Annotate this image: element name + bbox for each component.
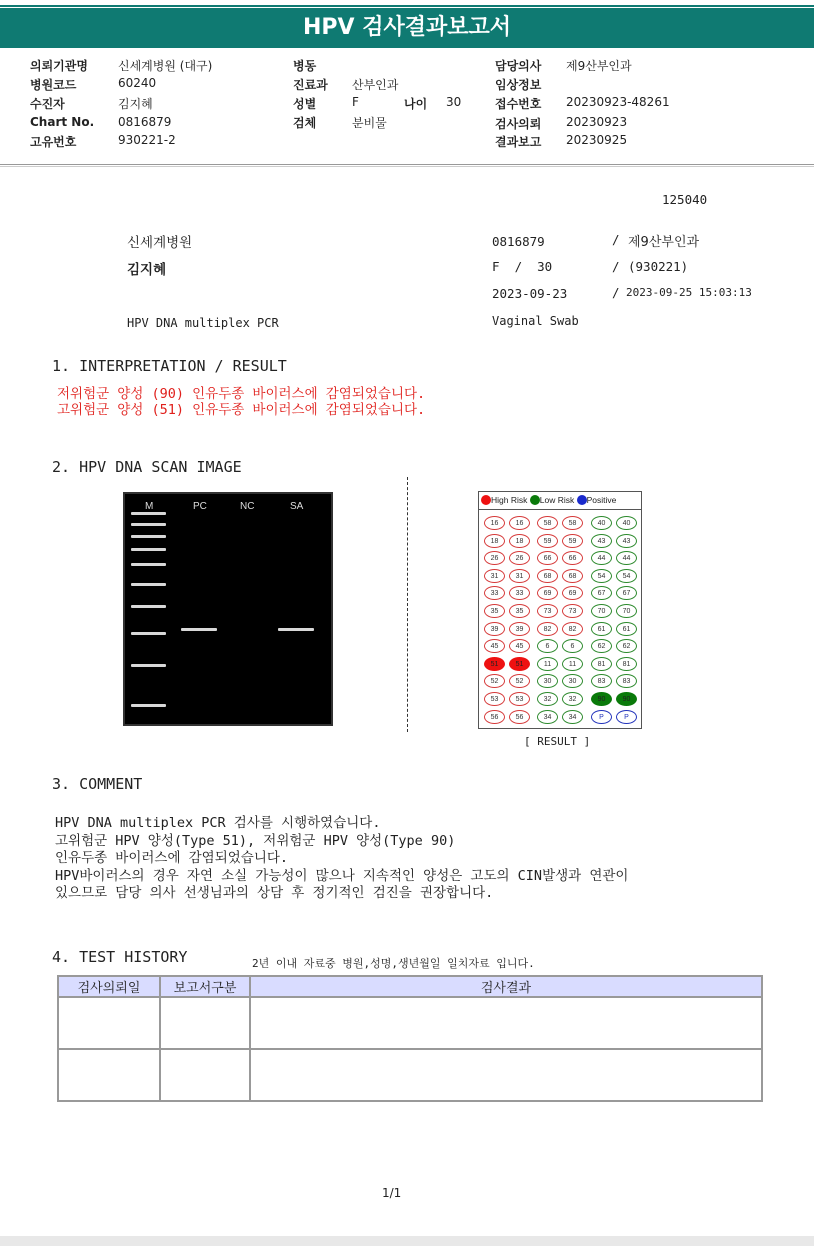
history-note: 2년 이내 자료중 병원,성명,생년월일 일치자료 입니다. [252, 957, 535, 970]
lane-label-m: M [145, 501, 154, 512]
specimen-label: 검체 [293, 116, 317, 130]
clinical-label: 임상정보 [495, 78, 542, 92]
hpv-type-dot: 58 [537, 516, 558, 530]
sex-value: F [352, 95, 359, 109]
dept-value: 산부인과 [352, 78, 399, 92]
hpv-type-dot: 66 [562, 551, 583, 565]
image-divider [407, 477, 408, 732]
hpv-type-dot: 45 [484, 639, 505, 653]
hpv-type-dot: 16 [509, 516, 530, 530]
patient-value: 김지혜 [118, 97, 153, 111]
marker-band [131, 664, 166, 667]
result-line-high-risk: 고위험군 양성 (51) 인유두종 바이러스에 감염되었습니다. [57, 402, 426, 418]
age-value: 30 [446, 95, 462, 109]
marker-band [131, 704, 166, 707]
hpv-type-dot: 56 [509, 710, 530, 724]
low-risk-dot-icon [530, 495, 540, 505]
history-col-result: 검사결과 [250, 976, 762, 997]
hpv-type-dot: 11 [562, 657, 583, 671]
history-col-request-date: 검사의뢰일 [58, 976, 160, 997]
history-table [57, 975, 763, 1102]
marker-band [131, 512, 166, 515]
report-label: 결과보고 [495, 135, 542, 149]
history-col-report-type: 보고서구분 [160, 976, 250, 997]
pc-band [181, 628, 217, 631]
hpv-type-dot: 34 [562, 710, 583, 724]
age-label: 나이 [404, 97, 428, 111]
hpv-type-dot: 32 [562, 692, 583, 706]
lane-label-sa: SA [290, 501, 304, 512]
table-row [58, 1049, 762, 1101]
hpv-type-dot: 59 [537, 534, 558, 548]
comment-line: 인유두종 바이러스에 감염되었습니다. [55, 850, 289, 866]
sa-band [278, 628, 314, 631]
hospital-name: 신세계병원 [127, 235, 193, 251]
chart-no: 0816879 [492, 234, 545, 249]
page-footer-bar [0, 1236, 814, 1246]
page-number: 1/1 [382, 1186, 402, 1200]
id-label: 고유번호 [30, 135, 77, 149]
marker-band [131, 605, 166, 608]
hpv-type-dot: 6 [537, 639, 558, 653]
hpv-type-dot: 61 [591, 622, 612, 636]
hpv-type-dot: 39 [484, 622, 505, 636]
ward-label: 병동 [293, 59, 317, 73]
hpv-type-dot: 56 [484, 710, 505, 724]
hpv-type-dot: 44 [616, 551, 637, 565]
hpv-type-dot: 68 [562, 569, 583, 583]
chip-legend [481, 495, 616, 505]
section-2-title: 2. HPV DNA SCAN IMAGE [52, 458, 242, 476]
legend-pos: Positive [586, 495, 617, 505]
receipt-value: 20230923-48261 [566, 95, 670, 109]
header-divider-2 [0, 166, 814, 167]
hpv-type-dot: 35 [509, 604, 530, 618]
hpv-type-dot: 6 [562, 639, 583, 653]
hpv-type-dot: 90 [591, 692, 612, 706]
id-paren: (930221) [628, 259, 689, 274]
chip-caption: [ RESULT ] [524, 735, 591, 748]
hpv-type-dot: 62 [591, 639, 612, 653]
chart-label: Chart No. [30, 115, 95, 129]
hpv-type-dot: 40 [591, 516, 612, 530]
marker-band [131, 632, 166, 635]
hpv-type-dot: 33 [509, 586, 530, 600]
hpv-type-dot: 40 [616, 516, 637, 530]
top-rule [0, 5, 814, 7]
hpv-type-dot: 54 [591, 569, 612, 583]
slash-3: / [612, 285, 620, 300]
report-datetime: 2023-09-25 15:03:13 [626, 286, 752, 299]
hpv-type-dot: 70 [591, 604, 612, 618]
test-name: HPV DNA multiplex PCR [127, 316, 279, 330]
hpv-type-dot: 82 [537, 622, 558, 636]
hpv-type-dot: 26 [509, 551, 530, 565]
comment-line: HPV DNA multiplex PCR 검사를 시행하였습니다. [55, 815, 381, 831]
comment-line: 있으므로 담당 의사 선생님과의 상담 후 정기적인 검진을 권장합니다. [55, 885, 494, 901]
marker-band [131, 548, 166, 551]
sex-age: F / 30 [492, 259, 553, 274]
doctor-value: 제9산부인과 [566, 59, 632, 73]
hpv-type-dot: 52 [509, 674, 530, 688]
hpv-type-dot: 51 [484, 657, 505, 671]
positive-dot-icon [577, 495, 587, 505]
report-code: 125040 [662, 192, 708, 207]
report-value: 20230925 [566, 133, 628, 147]
hpv-type-dot: 33 [484, 586, 505, 600]
hpv-type-dot: 32 [537, 692, 558, 706]
specimen-type: Vaginal Swab [492, 314, 579, 328]
section-1-title: 1. INTERPRETATION / RESULT [52, 357, 287, 375]
hpv-type-dot: 90 [616, 692, 637, 706]
req-org-value: 신세계병원 (대구) [118, 59, 213, 73]
chart-value: 0816879 [118, 115, 172, 129]
hpv-type-dot: 44 [591, 551, 612, 565]
hpv-type-dot: 82 [562, 622, 583, 636]
report-title: HPV 검사결과보고서 [0, 8, 814, 48]
hpv-type-dot: 69 [537, 586, 558, 600]
legend-high: High Risk [491, 495, 528, 505]
hpv-type-dot: 11 [537, 657, 558, 671]
chip-legend-rule [479, 509, 641, 510]
hpv-type-dot: 35 [484, 604, 505, 618]
slash-2: / [612, 259, 620, 274]
hpv-chip-result [478, 491, 642, 729]
hpv-type-dot: 67 [616, 586, 637, 600]
header-divider [0, 164, 814, 165]
section-4-title: 4. TEST HISTORY [52, 948, 188, 966]
hpv-type-dot: 45 [509, 639, 530, 653]
hpv-type-dot: 30 [562, 674, 583, 688]
hpv-type-dot: 31 [484, 569, 505, 583]
lane-label-pc: PC [193, 501, 207, 512]
hosp-code-value: 60240 [118, 76, 157, 90]
hpv-type-dot: 43 [591, 534, 612, 548]
hpv-type-dot: 59 [562, 534, 583, 548]
collect-date: 2023-09-23 [492, 286, 568, 301]
marker-band [131, 583, 166, 586]
hosp-code-label: 병원코드 [30, 78, 77, 92]
specimen-value: 분비물 [352, 116, 387, 130]
hpv-type-dot: 81 [616, 657, 637, 671]
marker-band [131, 523, 166, 526]
sex-label: 성별 [293, 97, 317, 111]
hpv-type-dot: 16 [484, 516, 505, 530]
history-header-row [58, 976, 762, 997]
patient-name: 김지혜 [127, 262, 167, 278]
marker-band [131, 563, 166, 566]
hpv-type-dot: 73 [537, 604, 558, 618]
hpv-type-dot: 31 [509, 569, 530, 583]
dept-name: 제9산부인과 [628, 235, 700, 250]
marker-band [131, 535, 166, 538]
patient-label: 수진자 [30, 97, 65, 111]
hpv-type-dot: 81 [591, 657, 612, 671]
hpv-type-dot: 62 [616, 639, 637, 653]
hpv-type-dot: 39 [509, 622, 530, 636]
hpv-type-dot: 51 [509, 657, 530, 671]
doctor-label: 담당의사 [495, 59, 542, 73]
hpv-type-dot: 18 [509, 534, 530, 548]
comment-line: HPV바이러스의 경우 자연 소실 가능성이 많으나 지속적인 양성은 고도의 CIN발생과 연관이 [55, 867, 629, 884]
hpv-type-dot: 58 [562, 516, 583, 530]
legend-low: Low Risk [539, 495, 575, 505]
hpv-type-dot: 70 [616, 604, 637, 618]
hpv-type-dot: 26 [484, 551, 505, 565]
receipt-label: 접수번호 [495, 97, 542, 111]
hpv-type-dot: 53 [484, 692, 505, 706]
hpv-type-dot: 68 [537, 569, 558, 583]
hpv-type-dot: 83 [616, 674, 637, 688]
hpv-type-dot: 61 [616, 622, 637, 636]
hpv-type-dot: 53 [509, 692, 530, 706]
hpv-type-dot: 34 [537, 710, 558, 724]
hpv-type-dot: 18 [484, 534, 505, 548]
req-org-label: 의뢰기관명 [30, 59, 88, 73]
section-3-title: 3. COMMENT [52, 775, 143, 793]
hpv-type-dot: 73 [562, 604, 583, 618]
high-risk-dot-icon [481, 495, 491, 505]
dept-label: 진료과 [293, 78, 328, 92]
hpv-type-dot: 43 [616, 534, 637, 548]
hpv-type-dot: 69 [562, 586, 583, 600]
comment-body [55, 815, 628, 903]
hpv-type-dot: 54 [616, 569, 637, 583]
result-line-low-risk: 저위험군 양성 (90) 인유두종 바이러스에 감염되었습니다. [57, 386, 426, 402]
table-row [58, 997, 762, 1049]
request-value: 20230923 [566, 115, 628, 129]
hpv-type-dot: P [616, 710, 637, 724]
request-label: 검사의뢰 [495, 117, 542, 131]
comment-line: 고위험군 HPV 양성(Type 51), 저위험군 HPV 양성(Type 90) [55, 832, 456, 849]
gel-image [123, 492, 333, 726]
hpv-type-dot: 30 [537, 674, 558, 688]
lane-label-nc: NC [240, 501, 255, 512]
hpv-type-dot: 52 [484, 674, 505, 688]
hpv-type-dot: 83 [591, 674, 612, 688]
hpv-type-dot: 66 [537, 551, 558, 565]
hpv-type-dot: P [591, 710, 612, 724]
id-value: 930221-2 [118, 133, 176, 147]
hpv-type-dot: 67 [591, 586, 612, 600]
slash-1: / [612, 232, 620, 247]
